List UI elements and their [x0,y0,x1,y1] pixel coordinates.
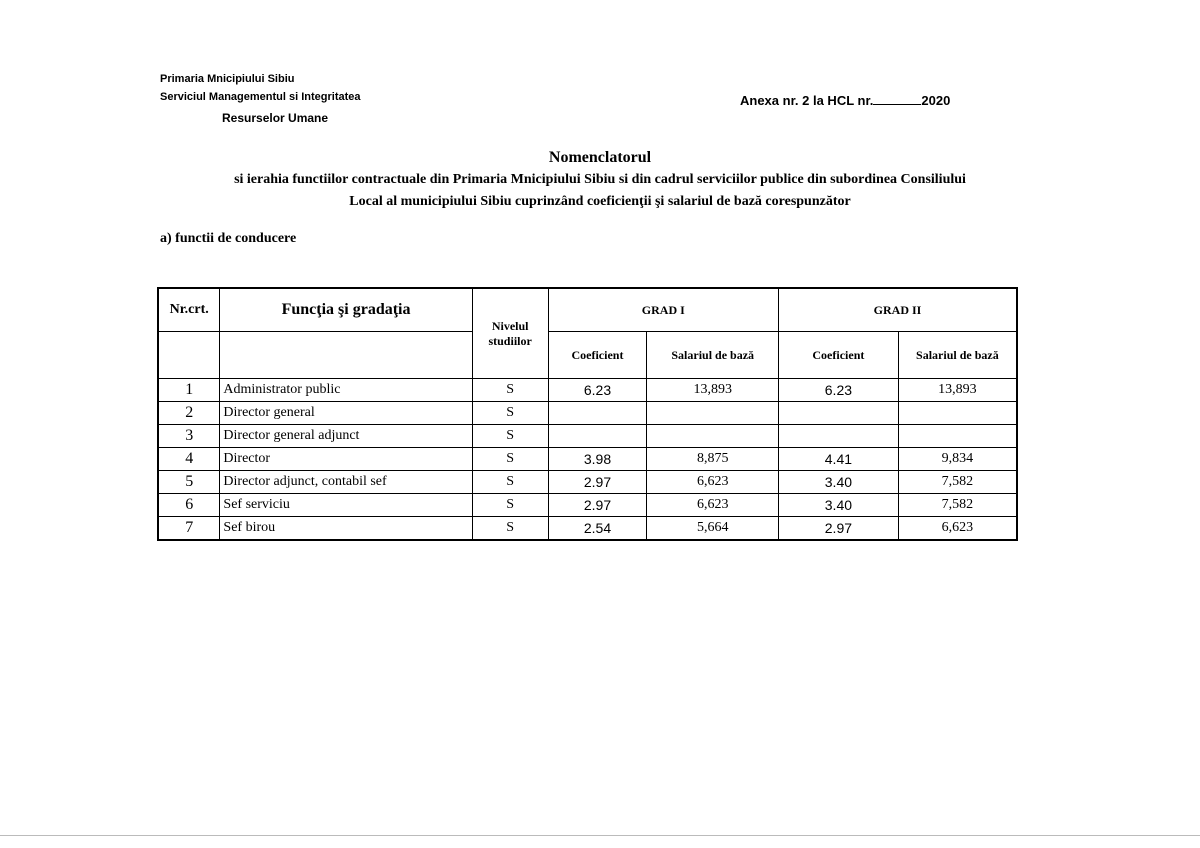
cell-coef-grad2: 2.97 [779,517,899,541]
cell-functia: Director general adjunct [220,425,472,448]
cell-coef-grad2: 4.41 [779,448,899,471]
header-coef-grad2: Coeficient [779,332,899,379]
title-line1: Nomenclatorul [548,149,652,166]
cell-coef-grad2 [779,402,899,425]
cell-salariu-grad2: 9,834 [898,448,1017,471]
annex-reference [740,93,950,108]
org-department-cont: Resurselor Umane [222,111,329,125]
cell-functia: Director adjunct, contabil sef [220,471,472,494]
cell-salariu-grad1: 6,623 [647,494,779,517]
cell-salariu-grad2 [898,402,1017,425]
cell-nivel: S [472,471,548,494]
header-salariu-grad1: Salariul de bază [647,332,779,379]
cell-coef-grad2: 3.40 [779,494,899,517]
title-line2: si ierahia functiilor contractuale din Primaria Mnicipiului Sibiu si din cadrul serviciilor publice din subordinea Consiliului [234,172,966,187]
table-row [158,425,1017,448]
cell-coef-grad2 [779,425,899,448]
table-row [158,448,1017,471]
header-functia-blank [220,332,472,379]
table-row [158,494,1017,517]
cell-coef-grad1: 2.54 [548,517,647,541]
cell-functia: Sef serviciu [220,494,472,517]
table-row [158,517,1017,541]
header-grad2: GRAD II [779,288,1017,332]
cell-nr: 5 [158,471,220,494]
cell-salariu-grad1: 5,664 [647,517,779,541]
table-row [158,471,1017,494]
cell-nivel: S [472,448,548,471]
cell-nr: 2 [158,402,220,425]
cell-salariu-grad2 [898,425,1017,448]
cell-coef-grad1 [548,402,647,425]
cell-coef-grad1: 2.97 [548,494,647,517]
document-title [0,148,1200,212]
cell-salariu-grad1: 8,875 [647,448,779,471]
header-grad1: GRAD I [548,288,778,332]
cell-nr: 1 [158,379,220,402]
annex-prefix: Anexa nr. 2 la HCL nr. [740,93,874,108]
table-row [158,379,1017,402]
nomenclature-table [157,287,1018,541]
cell-nr: 4 [158,448,220,471]
cell-nivel: S [472,402,548,425]
org-department: Serviciul Managementul si Integritatea [160,91,361,103]
cell-coef-grad1: 2.97 [548,471,647,494]
cell-salariu-grad1 [647,402,779,425]
organization-header [160,70,361,127]
header-functia: Funcţia şi gradaţia [220,288,472,332]
cell-functia: Sef birou [220,517,472,541]
org-name: Primaria Mnicipiului Sibiu [160,73,295,85]
header-nivel: Nivelul studiilor [472,288,548,379]
cell-nivel: S [472,425,548,448]
cell-nivel: S [472,494,548,517]
header-nr: Nr.crt. [158,288,220,332]
header-salariu-grad2: Salariul de bază [898,332,1017,379]
header-coef-grad1: Coeficient [548,332,647,379]
annex-number-blank [873,94,921,105]
cell-salariu-grad2: 13,893 [898,379,1017,402]
cell-salariu-grad1: 13,893 [647,379,779,402]
cell-coef-grad2: 6.23 [779,379,899,402]
cell-functia: Director [220,448,472,471]
page-edge-line [0,835,1200,836]
cell-coef-grad2: 3.40 [779,471,899,494]
cell-nivel: S [472,379,548,402]
annex-year: 2020 [921,93,951,108]
cell-nr: 6 [158,494,220,517]
section-label: a) functii de conducere [160,231,297,246]
header-nr-blank [158,332,220,379]
cell-coef-grad1: 6.23 [548,379,647,402]
cell-coef-grad1 [548,425,647,448]
cell-nr: 7 [158,517,220,541]
title-line3: Local al municipiului Sibiu cuprinzând coeficienţii şi salariul de bază corespunzător [349,194,851,209]
cell-functia: Director general [220,402,472,425]
cell-salariu-grad2: 7,582 [898,494,1017,517]
cell-salariu-grad1 [647,425,779,448]
cell-salariu-grad2: 6,623 [898,517,1017,541]
cell-functia: Administrator public [220,379,472,402]
cell-salariu-grad2: 7,582 [898,471,1017,494]
cell-nivel: S [472,517,548,541]
table-row [158,402,1017,425]
cell-coef-grad1: 3.98 [548,448,647,471]
cell-nr: 3 [158,425,220,448]
cell-salariu-grad1: 6,623 [647,471,779,494]
